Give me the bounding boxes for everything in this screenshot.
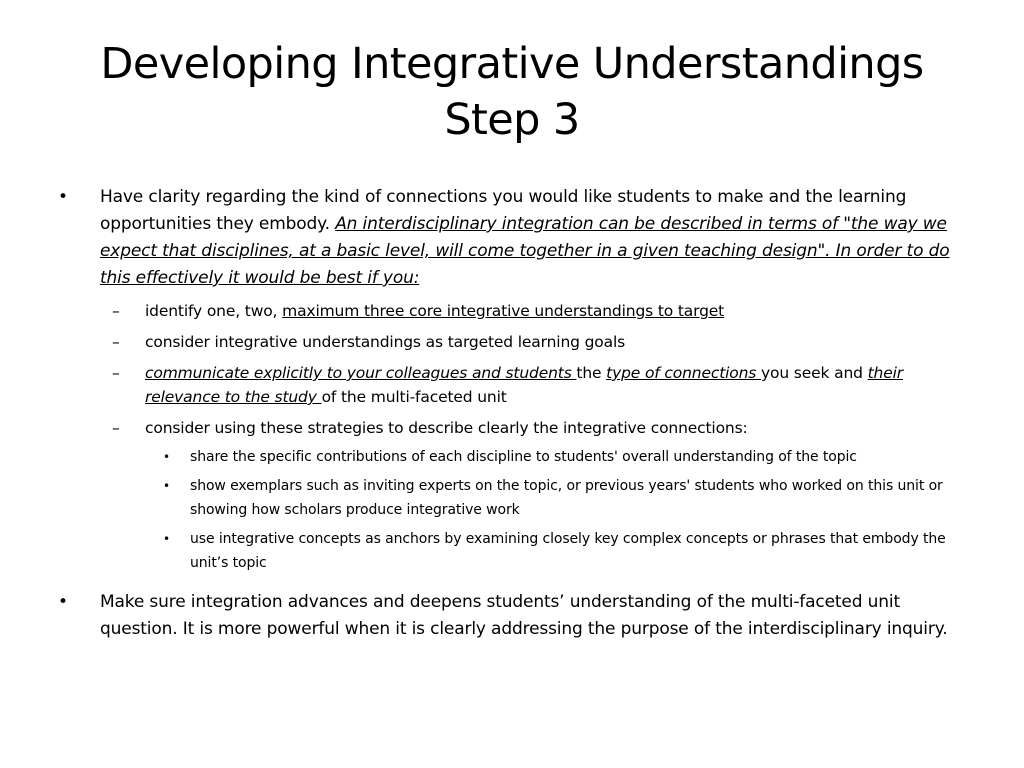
- strategy-item-text: show exemplars such as inviting experts on the topic, or previous years' students who worked on this unit or showing how scholars produce integrative work: [190, 478, 943, 518]
- dash-marker: –: [112, 419, 120, 437]
- sub-item-text: the: [576, 364, 607, 382]
- sub-item-emphasis-text: type of connections: [606, 364, 761, 382]
- title-line-1: Developing Integrative Understandings: [100, 39, 924, 89]
- bullet-emphasis-text: An interdisciplinary integration can be described in terms of "the way we expect that disciplines, at a basic level, will come together in a given teaching design". In order to do this effectively it would be best if you:: [100, 214, 950, 288]
- sub-item-text: you seek and: [761, 364, 868, 382]
- title-line-2: Step 3: [444, 95, 580, 145]
- bullet-text: Have clarity regarding the kind of connections you would like students to make and the learning opportunities they embody.: [100, 187, 907, 234]
- strategy-item-contributions: [56, 445, 960, 469]
- sub-item-communicate: [56, 361, 955, 409]
- strategy-item-exemplars: [56, 474, 960, 522]
- sub-item-emphasis-text: their relevance to the study: [145, 364, 903, 406]
- sub-item-text: consider using these strategies to describe clearly the integrative connections:: [145, 419, 748, 437]
- dash-marker: –: [112, 333, 120, 351]
- sub-item-text: consider integrative understandings as targeted learning goals: [145, 333, 626, 351]
- bullet-text: Make sure integration advances and deepens students’ understanding of the multi-faceted unit question. It is more powerful when it is clearly addressing the purpose of the interdisciplinary inquiry.: [100, 592, 948, 639]
- sub-item-text: of the multi-faceted unit: [321, 388, 507, 406]
- bullet-item-integration: [56, 589, 952, 643]
- sub-item-identify: [56, 299, 955, 323]
- bullet-marker: •: [58, 592, 68, 612]
- sub-item-underlined-text: maximum three core integrative understandings to target: [282, 302, 725, 320]
- sub-item-strategies: [56, 416, 955, 440]
- bullet-item-clarity: [56, 184, 952, 292]
- sub-item-emphasis-text: communicate explicitly to your colleagues and students: [145, 364, 577, 382]
- strategy-item-anchors: [56, 527, 960, 575]
- dash-marker: –: [112, 302, 120, 320]
- sub-item-consider-goals: [56, 330, 955, 354]
- bullet-marker: •: [58, 187, 68, 207]
- slide-title: [20, 36, 1004, 148]
- bullet-marker: •: [163, 479, 170, 493]
- strategy-item-text: use integrative concepts as anchors by examining closely key complex concepts or phrases that embody the unit’s topic: [190, 531, 946, 571]
- slide-body: [56, 184, 976, 643]
- bullet-marker: •: [163, 450, 170, 464]
- sub-item-text: identify one, two,: [145, 302, 283, 320]
- dash-marker: –: [112, 364, 120, 382]
- strategy-item-text: share the specific contributions of each discipline to students' overall understanding of the topic: [190, 449, 857, 465]
- bullet-marker: •: [163, 532, 170, 546]
